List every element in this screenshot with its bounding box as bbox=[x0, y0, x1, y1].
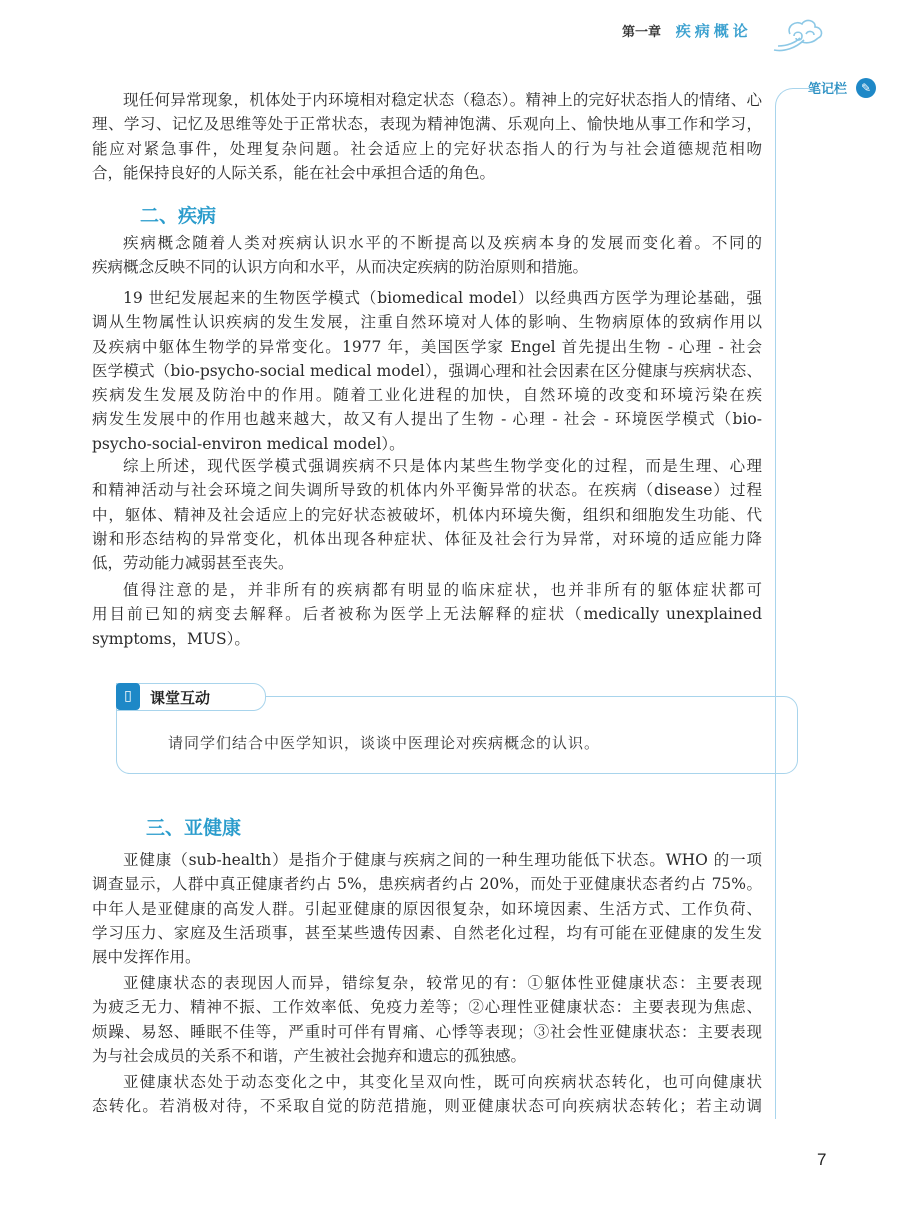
chapter-number: 第一章 bbox=[622, 25, 662, 40]
text-line: 用目前已知的病变去解释。后者被称为医学上无法解释的症状（medically unexplained bbox=[92, 605, 762, 624]
text-line: 综上所述，现代医学模式强调疾病不只是体内某些生物学变化的过程，而是生理、心理 bbox=[123, 457, 762, 475]
paragraph bbox=[92, 1070, 762, 1119]
teacher-board-icon: ▯ bbox=[116, 683, 140, 710]
text-line: 亚健康（sub-health）是指介于健康与疾病之间的一种生理功能低下状态。WHO 的一项 bbox=[123, 851, 762, 869]
text-line: 值得注意的是，并非所有的疾病都有明显的临床症状，也并非所有的躯体症状都可 bbox=[123, 581, 762, 599]
section-heading-subhealth: 三、亚健康 bbox=[146, 817, 242, 839]
text-line: 理、学习、记忆及思维等处于正常状态，表现为精神饱满、乐观向上、愉快地从事工作和学习， bbox=[92, 115, 762, 134]
running-header bbox=[622, 20, 752, 41]
text-line: symptoms，MUS）。 bbox=[92, 629, 250, 648]
classroom-interaction-text: 请同学们结合中医学知识，谈谈中医理论对疾病概念的认识。 bbox=[168, 734, 601, 752]
text-line: 和精神活动与社会环境之间失调所导致的机体内外平衡异常的状态。在疾病（disease）过程 bbox=[92, 481, 762, 500]
notes-column-label: 笔记栏 bbox=[808, 82, 848, 97]
text-line: 谢和形态结构的异常变化，机体出现各种症状、体征及社会行为异常，对环境的适应能力降 bbox=[92, 529, 762, 548]
text-line: 为疲乏无力、精神不振、工作效率低、免疫力差等；②心理性亚健康状态：主要表现为焦虑、 bbox=[92, 998, 762, 1017]
text-line: 调查显示，人群中真正健康者约占 5%，患疾病者约占 20%，而处于亚健康状态者约占 75%。 bbox=[92, 875, 762, 894]
text-line: 疾病概念反映不同的认识方向和水平，从而决定疾病的防治原则和措施。 bbox=[92, 258, 589, 277]
text-line: 展中发挥作用。 bbox=[92, 948, 201, 967]
paragraph bbox=[92, 454, 762, 575]
text-line: 病发生发展中的作用也越来越大，故又有人提出了生物 - 心理 - 社会 - 环境医学模式（bio- bbox=[92, 410, 762, 429]
paragraph bbox=[92, 578, 762, 651]
text-line: 亚健康状态处于动态变化之中，其变化呈双向性，既可向疾病状态转化，也可向健康状 bbox=[123, 1073, 762, 1091]
cloud-ornament-icon bbox=[772, 12, 832, 56]
pencil-note-icon: ✎ bbox=[856, 78, 876, 98]
text-line: 疾病发生发展及防治中的作用。随着工业化进程的加快，自然环境的改变和环境污染在疾 bbox=[92, 386, 762, 405]
text-line: 医学模式（bio-psycho-social medical model），强调心理和社会因素在区分健康与疾病状态、 bbox=[92, 361, 762, 380]
text-line: 疾病概念随着人类对疾病认识水平的不断提高以及疾病本身的发展而变化着。不同的 bbox=[123, 234, 762, 252]
text-line: 现任何异常现象，机体处于内环境相对稳定状态（稳态）。精神上的完好状态指人的情绪、心 bbox=[123, 91, 762, 109]
text-line: 烦躁、易怒、睡眠不佳等，严重时可伴有胃痛、心悸等表现；③社会性亚健康状态：主要表现 bbox=[92, 1022, 762, 1041]
chapter-title: 疾病概论 bbox=[675, 22, 752, 40]
text-line: 学习压力、家庭及生活琐事，甚至某些遗传因素、自然老化过程，均有可能在亚健康的发生发 bbox=[92, 923, 762, 942]
text-line: 及疾病中躯体生物学的异常变化。1977 年，美国医学家 Engel 首先提出生物 - 心理 - 社会 bbox=[92, 337, 762, 356]
text-line: 能应对紧急事件，处理复杂问题。社会适应上的完好状态指人的行为与社会道德规范相吻 bbox=[92, 139, 762, 158]
text-line: 亚健康状态的表现因人而异，错综复杂，较常见的有：①躯体性亚健康状态：主要表现 bbox=[123, 974, 762, 992]
text-line: 为与社会成员的关系不和谐，产生被社会抛弃和遗忘的孤独感。 bbox=[92, 1046, 527, 1065]
text-line: 态转化。若消极对待，不采取自觉的防范措施，则亚健康状态可向疾病状态转化；若主动调 bbox=[92, 1097, 762, 1116]
text-line: 合，能保持良好的人际关系，能在社会中承担合适的角色。 bbox=[92, 163, 496, 182]
text-line: 调从生物属性认识疾病的发生发展，注重自然环境对人体的影响、生物病原体的致病作用以 bbox=[92, 313, 762, 332]
classroom-interaction-label: 课堂互动 bbox=[150, 689, 211, 707]
paragraph bbox=[92, 971, 762, 1068]
text-line: 19 世纪发展起来的生物医学模式（biomedical model）以经典西方医学为理论基础，强 bbox=[123, 289, 762, 307]
page-number: 7 bbox=[817, 1150, 827, 1169]
text-line: 低，劳动能力减弱甚至丧失。 bbox=[92, 554, 294, 573]
paragraph bbox=[92, 286, 762, 456]
paragraph bbox=[92, 88, 762, 185]
paragraph bbox=[92, 848, 762, 969]
text-line: 中，躯体、精神及社会适应上的完好状态被破坏，机体内环境失衡，组织和细胞发生功能、代 bbox=[92, 505, 762, 524]
text-line: 中年人是亚健康的高发人群。引起亚健康的原因很复杂，如环境因素、生活方式、工作负荷、 bbox=[92, 899, 762, 918]
paragraph bbox=[92, 231, 762, 280]
section-heading-disease: 二、疾病 bbox=[140, 205, 217, 227]
notes-margin-rail bbox=[775, 88, 810, 1119]
text-line: psycho-social-environ medical model）。 bbox=[92, 434, 405, 453]
